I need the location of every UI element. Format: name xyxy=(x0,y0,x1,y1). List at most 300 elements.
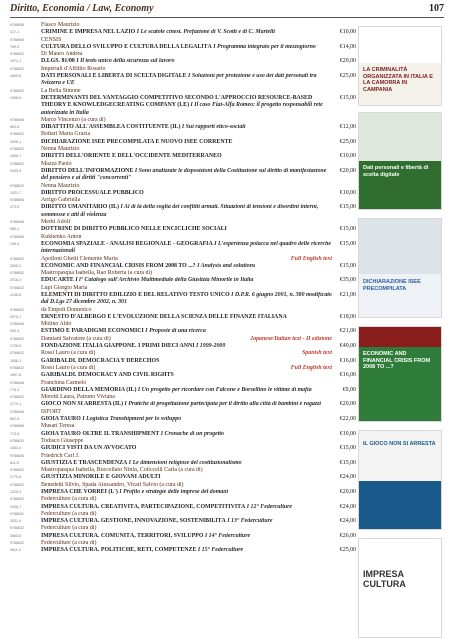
catalog-entry xyxy=(10,22,356,29)
catalog-entry xyxy=(10,380,356,387)
entry-line xyxy=(10,489,356,496)
price: €9,00 xyxy=(342,386,356,393)
price: €15,00 xyxy=(339,94,356,101)
cover-text: DICHIARAZIONE ISEE PRECOMPILATA xyxy=(363,279,421,292)
catalog-entry xyxy=(10,343,356,350)
entry-line xyxy=(10,533,356,540)
entry-line xyxy=(10,336,356,343)
isbn-code: 789-9 xyxy=(10,44,20,49)
isbn-code: 9788832 xyxy=(10,351,24,356)
catalog-list xyxy=(10,22,356,555)
author: Apolloni Ghetti Clemente Maria xyxy=(41,255,118,262)
isbn-code: 9788832 xyxy=(10,132,24,137)
entry-line xyxy=(10,314,356,321)
isbn-code: 059-3 xyxy=(10,329,20,334)
catalog-entry xyxy=(10,66,356,73)
book-title[interactable]: GIARDINO DELLA MEMORIA (IL) xyxy=(41,386,137,393)
isbn-code: 9788856 xyxy=(10,424,24,429)
price: €26,00 xyxy=(339,532,356,539)
catalog-entry xyxy=(10,285,356,292)
catalog-entry xyxy=(10,496,356,503)
book-subtitle: I Al di là della soglia dei conflitti armati. Situazioni di tensioni e disordini interni, sommosse e atti di violenza xyxy=(41,204,319,218)
language-note: Full English text xyxy=(290,364,332,371)
isbn-code: 9788832 xyxy=(10,285,24,290)
price: €14,00 xyxy=(339,43,356,50)
book-subtitle: I 13° Federculture xyxy=(225,518,273,525)
entry-line xyxy=(10,401,356,408)
isbn-code: 1658-7 xyxy=(10,154,22,159)
price: €10,00 xyxy=(339,430,356,437)
entry-line xyxy=(10,73,356,88)
isbn-code: 9788856 xyxy=(10,23,24,27)
price: €24,00 xyxy=(339,518,356,525)
catalog-entry xyxy=(10,307,356,314)
catalog-entry xyxy=(10,124,356,131)
cover-gioco[interactable] xyxy=(358,430,442,530)
author: Federculture (a cura di) xyxy=(41,496,97,503)
entry-line xyxy=(10,438,356,445)
entry-line xyxy=(10,131,356,138)
entry-line xyxy=(10,168,356,183)
book-title[interactable]: DIRITTO DELL'INFORMAZIONE xyxy=(41,167,134,174)
entry-line xyxy=(10,161,356,168)
isbn-code: 892-6 xyxy=(10,417,20,422)
entry-line xyxy=(10,460,356,467)
author: Federculture (a cura di) xyxy=(41,510,97,517)
isbn-code: 1571-1 xyxy=(10,59,22,64)
catalog-entry xyxy=(10,131,356,138)
entry-line xyxy=(10,380,356,387)
cover-text: IL GIOCO NON SI ARRESTA xyxy=(363,441,436,447)
price: €10,00 xyxy=(339,153,356,160)
isbn-code: 108-0 xyxy=(10,241,20,246)
catalog-entry xyxy=(10,482,356,489)
entry-line xyxy=(10,117,356,124)
catalog-entry xyxy=(10,204,356,219)
catalog-entry xyxy=(10,547,356,554)
isbn-code: 9788832 xyxy=(10,438,24,443)
price: €15,00 xyxy=(339,240,356,247)
book-title[interactable]: GARIBALDI. DEMOCRACIA Y DERECHOS xyxy=(41,357,160,364)
author: Rossi Lauro (a cura di) xyxy=(41,350,96,357)
entry-line xyxy=(10,511,356,518)
catalog-entry xyxy=(10,168,356,183)
author: Todisco Giuseppe xyxy=(41,437,84,444)
price: €15,00 xyxy=(339,459,356,466)
book-subtitle: I 1999-2009 xyxy=(194,343,226,350)
price: €20,00 xyxy=(339,401,356,408)
book-title[interactable]: IMPRESA CULTURA. CREATIVITÀ, PARTECIPAZIONE, COMPETITIVITÀ xyxy=(41,503,246,510)
author: Benedetti Silvio, Spada Alessandro, Vicari Salvio (a cura di) xyxy=(41,481,184,488)
entry-line xyxy=(10,124,356,131)
catalog-entry xyxy=(10,336,356,343)
price: €15,00 xyxy=(339,204,356,211)
isbn-code: 9788832 xyxy=(10,307,24,312)
book-subtitle: I 14° Federculture xyxy=(203,532,251,539)
author: La Bella Simone xyxy=(41,87,81,94)
price: €15,00 xyxy=(339,445,356,452)
isbn-code: 9788846 xyxy=(10,220,24,225)
price: €16,00 xyxy=(339,357,356,364)
entry-line xyxy=(10,358,356,365)
book-title[interactable]: ERNESTO D'ALBERGO E L'EVOLUZIONE DELLA SCIENZA DELLE FINANZE ITALIANA xyxy=(41,313,287,320)
entry-line xyxy=(10,234,356,241)
isbn-code: 811-5 xyxy=(10,460,19,465)
isbn-code: 9788832 xyxy=(10,482,24,487)
book-title[interactable]: DIRITTO UMANITARIO (IL) xyxy=(41,204,120,211)
entry-line xyxy=(10,474,356,481)
book-title[interactable]: CRIMINE E IMPRESA NEL LAZIO xyxy=(41,29,136,36)
entry-line xyxy=(10,226,356,233)
isbn-code: 773-8 xyxy=(10,431,20,436)
book-subtitle: I Le scatole cinesi. Prefazione di V. Scotti e di C. Martelli xyxy=(135,29,276,36)
catalog-entry xyxy=(10,504,356,511)
entry-line xyxy=(10,44,356,51)
isbn-code: 9788832 xyxy=(10,147,24,152)
catalog-entry xyxy=(10,416,356,423)
catalog-entry xyxy=(10,394,356,401)
isbn-code: 9788832 xyxy=(10,183,24,188)
author: Lupi Giorgio Maria xyxy=(41,284,88,291)
catalog-entry xyxy=(10,37,356,44)
isbn-code: 9788832 xyxy=(10,336,24,341)
book-title[interactable]: ESTIMO E PARADIGMI ECONOMICI xyxy=(41,328,144,335)
entry-line xyxy=(10,37,356,44)
author: Franchina Carmelo xyxy=(41,379,87,386)
isbn-code: 0375-7 xyxy=(10,314,22,319)
price: €20,00 xyxy=(339,58,356,65)
author: Moretti Laura, Patruno Viviana xyxy=(41,394,115,401)
isbn-code: 9788832 xyxy=(10,271,24,276)
entry-line xyxy=(10,146,356,153)
book-subtitle: I Il testo unico della sicurezza sul lavoro xyxy=(74,58,175,65)
entry-line xyxy=(10,365,356,372)
entry-line xyxy=(10,394,356,401)
isbn-code: 3811-2 xyxy=(10,548,21,553)
book-title[interactable]: GIUSTIZIA MINORILE E GIOVANI ADULTI xyxy=(41,474,161,481)
entry-line xyxy=(10,95,356,117)
catalog-entry xyxy=(10,190,356,197)
isbn-code: 9788832 xyxy=(10,52,24,57)
entry-line xyxy=(10,445,356,452)
book-subtitle: I D.P.R. 6 giugno 2001, n. 380 modificato dal D.Lgs 27 dicembre 2002, n. 301 xyxy=(41,291,332,306)
price: €22,00 xyxy=(339,416,356,423)
author: Federculture (a cura di) xyxy=(41,525,97,532)
book-title[interactable]: GIOIA TAURO OLTRE IL TRANSHIPMENT xyxy=(41,430,160,437)
book-title[interactable]: DIRITTI DELL'ORIENTE E DELL'OCCIDENTE MEDITERRANEO xyxy=(41,153,222,160)
isbn-code: 9788846 xyxy=(10,117,24,122)
entry-line xyxy=(10,58,356,65)
price: €40,00 xyxy=(339,343,356,350)
author: da Empoli Domenico xyxy=(41,306,92,313)
entry-line xyxy=(10,270,356,277)
cover-text: Dati personali e libertà di scelta digitale xyxy=(363,165,429,178)
entry-line xyxy=(10,409,356,416)
entry-line xyxy=(10,504,356,511)
author: Damiani Salvatore (a cura di) xyxy=(41,335,111,342)
price: €21,00 xyxy=(339,328,356,335)
entry-line xyxy=(10,139,356,146)
author: ISFORT xyxy=(41,408,61,415)
book-subtitle: I l° Catalogo sull'Archivio Multimediale della Giustizia Minorile in Italia xyxy=(73,277,254,284)
isbn-code: 3308-7 xyxy=(10,504,22,509)
isbn-code: 3008-1 xyxy=(10,139,22,144)
book-subtitle: I Il caso Fiat-Alfa Romeo: il progetto responsabili rete autorizzata in Italia xyxy=(41,102,323,116)
isbn-code: 1225-3 xyxy=(10,490,22,494)
book-title[interactable]: DETERMINANTI DEL VANTAGGIO COMPETITIVO SECONDO L'APPROCCIO RESOURCE-BASED THEORY E KNOWLEDGECREATING COMPANY (LE) xyxy=(41,94,313,109)
entry-line xyxy=(10,153,356,160)
author: Fiasco Maurizio xyxy=(41,22,80,28)
entry-line xyxy=(10,453,356,460)
catalog-entry xyxy=(10,51,356,58)
catalog-entry xyxy=(10,423,356,430)
entry-line xyxy=(10,88,356,95)
catalog-entry xyxy=(10,29,356,36)
entry-line xyxy=(10,343,356,350)
catalog-entry xyxy=(10,58,356,65)
price: €15,00 xyxy=(339,262,356,269)
isbn-code: 373-0 xyxy=(10,205,20,210)
catalog-entry xyxy=(10,460,356,467)
book-title[interactable]: DIBATTITO ALL'ASSEMBLEA COSTITUENTE (IL) xyxy=(41,124,181,131)
isbn-code: 9788832 xyxy=(10,88,24,93)
isbn-code: 4669-8 xyxy=(10,74,22,79)
catalog-entry xyxy=(10,387,356,394)
catalog-entry xyxy=(10,117,356,124)
header-divider xyxy=(10,17,444,18)
book-title[interactable]: DATI PERSONALI E LIBERTÀ DI SCELTA DIGITALE xyxy=(41,73,187,80)
entry-line xyxy=(10,51,356,58)
book-title[interactable]: ELEMENTI DI DIRITTO EDILIZIO E DEL RELATIVO TESTO UNICO xyxy=(41,291,230,298)
catalog-entry xyxy=(10,146,356,153)
catalog-entry xyxy=(10,445,356,452)
entry-line xyxy=(10,518,356,525)
book-title[interactable]: D.LGS. 81/08 xyxy=(41,58,75,65)
isbn-code: 863-6 xyxy=(10,125,20,130)
book-subtitle: I 15° Federculture xyxy=(196,547,244,554)
cover-criminalita[interactable] xyxy=(358,26,442,106)
entry-line xyxy=(10,496,356,503)
isbn-code: 9788856 xyxy=(10,198,24,203)
catalog-entry xyxy=(10,525,356,532)
book-subtitle: I Un progetto per ricordare con Falcone e Borsellino le vittime di mafia xyxy=(136,386,312,393)
isbn-code: 9788832 xyxy=(10,161,24,166)
catalog-entry xyxy=(10,431,356,438)
book-title[interactable]: FONDAZIONE ITALIA GIAPPONE. I PRIMI DIECI ANNI xyxy=(41,343,195,350)
book-title[interactable]: IMPRESA CHE VORREI (L') xyxy=(41,489,118,495)
book-title[interactable]: GIUSTIZIA E TRASCENDENZA xyxy=(41,459,128,466)
price: €24,00 xyxy=(339,474,356,481)
isbn-code: 2179-1 xyxy=(10,402,22,407)
entry-line xyxy=(10,197,356,204)
book-subtitle: I Logistica Transhipment per lo sviluppo xyxy=(80,416,182,423)
catalog-entry xyxy=(10,350,356,357)
entry-line xyxy=(10,416,356,423)
isbn-code: 2018-3 xyxy=(10,278,22,283)
book-title[interactable]: GIOCO NON SI ARRESTA (IL) xyxy=(41,401,124,408)
catalog-entry xyxy=(10,540,356,547)
language-note: Japanese/Italian text - II edizione xyxy=(250,335,332,342)
isbn-code: 9788846 xyxy=(10,380,24,385)
entry-line xyxy=(10,219,356,226)
entry-line xyxy=(10,525,356,532)
entry-line xyxy=(10,321,356,328)
book-title[interactable]: IMPRESA CULTURA. COMUNITÀ, TERRITORI, SVILUPPO xyxy=(41,532,204,539)
book-subtitle: I Proposte di una ricerca xyxy=(143,328,206,335)
author: Di Mauro Andrea xyxy=(41,51,83,58)
isbn-code: 3531-9 xyxy=(10,519,22,524)
catalog-entry xyxy=(10,453,356,460)
isbn-code: 9788832 xyxy=(10,256,24,261)
cover-impresa-cultura[interactable] xyxy=(358,538,442,638)
isbn-code: 1248-8 xyxy=(10,292,22,297)
book-subtitle: I Sui rapporti etico-sociali xyxy=(180,124,246,131)
isbn-code: 9788846 xyxy=(10,322,24,327)
page-header xyxy=(10,3,444,17)
price: €21,00 xyxy=(339,291,356,298)
isbn-code: 9788832 xyxy=(10,66,24,71)
book-title[interactable]: IMPRESA CULTURA. GESTIONE, INNOVAZIONE, SOSTENIBILITÀ xyxy=(41,518,226,525)
book-title[interactable]: GIOIA TAURO xyxy=(41,416,81,423)
isbn-code: 1656-1 xyxy=(10,358,22,363)
entry-line xyxy=(10,482,356,489)
book-title[interactable]: DIRITTO PROCESSUALE PUBBLICO xyxy=(41,189,144,196)
isbn-code: 985-1 xyxy=(10,227,20,232)
book-title[interactable]: IMPRESA CULTURA. POLITICHE, RETI, COMPETENZE xyxy=(41,547,197,554)
price: €20,00 xyxy=(339,489,356,495)
entry-line xyxy=(10,372,356,379)
author: Arrigo Gabriella xyxy=(41,197,81,204)
entry-line xyxy=(10,190,356,197)
book-subtitle: I 12° Federculture xyxy=(245,503,293,510)
cover-isee[interactable] xyxy=(358,218,442,318)
book-title[interactable]: DOTTRINE DI DIRITTO PUBBLICO NELLE ENCICLICHE SOCIALI xyxy=(41,226,227,233)
catalog-entry xyxy=(10,44,356,51)
entry-line xyxy=(10,350,356,357)
catalog-entry xyxy=(10,358,356,365)
isbn-code: 1021-7 xyxy=(10,190,22,195)
entry-line xyxy=(10,292,356,307)
entry-line xyxy=(10,256,356,263)
entry-line xyxy=(10,387,356,394)
isbn-code: 9788832 xyxy=(10,541,24,546)
catalog-entry xyxy=(10,438,356,445)
price: €35,00 xyxy=(339,277,356,284)
language-note: Spanish text xyxy=(302,350,332,357)
price: €10,00 xyxy=(339,29,356,36)
price: €15,00 xyxy=(339,226,356,233)
author: Merkl Adolf xyxy=(41,219,71,226)
catalog-entry xyxy=(10,226,356,233)
author: Musari Teresa xyxy=(41,423,75,430)
book-subtitle: I Analysis and solutions xyxy=(195,262,256,269)
isbn-code: 1958-6 xyxy=(10,95,22,100)
isbn-code: 2779-6 xyxy=(10,475,22,480)
isbn-code: 0495-9 xyxy=(10,168,22,173)
entry-line xyxy=(10,423,356,430)
entry-line xyxy=(10,29,356,36)
cover-economic-crisis[interactable] xyxy=(358,326,442,422)
entry-line xyxy=(10,22,356,29)
isbn-code: 1543-4 xyxy=(10,446,22,451)
book-subtitle: I Programma integrato per il mezzogiorno xyxy=(211,43,316,50)
entry-line xyxy=(10,204,356,219)
language-note: Full English text xyxy=(290,255,332,262)
catalog-entry xyxy=(10,518,356,525)
book-subtitle: I Pratiche di progettazione partecipata per il diritto alla città di bambini e ragazzi xyxy=(123,401,322,408)
author: Nenna Maurizio xyxy=(41,182,80,189)
catalog-entry xyxy=(10,219,356,226)
catalog-entry xyxy=(10,197,356,204)
author: Imperiali d'Afflitto Rosario xyxy=(41,65,106,72)
book-title[interactable]: ECONOMIA SPAZIALE - ANALISI REGIONALE - GEOGRAFIA xyxy=(41,240,213,247)
author: Marco Vincenzo (a cura di) xyxy=(41,116,106,123)
book-subtitle: I Profilo e strategie delle imprese del domani xyxy=(117,489,229,495)
price: €18,00 xyxy=(339,313,356,320)
catalog-entry xyxy=(10,263,356,270)
catalog-entry xyxy=(10,474,356,481)
author: CENSIS xyxy=(41,36,62,43)
catalog-entry xyxy=(10,533,356,540)
catalog-entry xyxy=(10,511,356,518)
catalog-entry xyxy=(10,234,356,241)
cover-dati-personali[interactable] xyxy=(358,112,442,210)
isbn-code: 9788832 xyxy=(10,365,24,370)
entry-line xyxy=(10,285,356,292)
book-title[interactable]: EDUCARTE xyxy=(41,277,74,284)
isbn-code: 1728-5 xyxy=(10,344,22,349)
entry-line xyxy=(10,277,356,284)
book-title[interactable]: GARIBALDI. DEMOCRACY AND CIVIL RIGHTS xyxy=(41,372,174,379)
catalog-entry xyxy=(10,372,356,379)
catalog-entry xyxy=(10,153,356,160)
entry-line xyxy=(10,183,356,190)
price: €16,00 xyxy=(339,372,356,379)
catalog-entry xyxy=(10,409,356,416)
book-title[interactable]: CULTURA DELLO SVILUPPO E CULTURA DELLA LEGALITÀ xyxy=(41,43,212,50)
book-title[interactable]: DICHIARAZIONE ISEE PRECOMPILATA E NUOVO ISEE CORRENTE xyxy=(41,138,233,145)
book-title[interactable]: GIUDICI VISTI DA UN AVVOCATO xyxy=(41,445,137,452)
catalog-entry xyxy=(10,256,356,263)
author: Kukhenko Anton xyxy=(41,233,82,240)
author: Nenna Maurizio xyxy=(41,146,80,153)
isbn-code: 1657-8 xyxy=(10,373,22,378)
isbn-code: 9788832 xyxy=(10,395,24,400)
catalog-entry xyxy=(10,277,356,284)
book-subtitle: I Le dimensioni religiose del costituzionalismo xyxy=(127,459,242,466)
catalog-entry xyxy=(10,161,356,168)
entry-line xyxy=(10,328,356,335)
book-title[interactable]: ECONOMIC AND FINANCIAL CRISIS FROM 2008 TO ...? xyxy=(41,262,196,269)
isbn-code: 9788846 xyxy=(10,409,24,414)
catalog-entry xyxy=(10,139,356,146)
author: Rossi Lauro (a cura di) xyxy=(41,364,96,371)
isbn-code: 3005-2 xyxy=(10,263,22,268)
cover-text: IMPRESA CULTURA xyxy=(363,569,406,589)
entry-line xyxy=(10,547,356,554)
isbn-code: 9788846 xyxy=(10,37,24,42)
catalog-entry xyxy=(10,183,356,190)
book-subtitle: I Cronache di un progetto xyxy=(159,430,224,437)
author: Mazzà Paolo xyxy=(41,160,72,167)
price: €25,00 xyxy=(339,138,356,145)
catalog-entry xyxy=(10,365,356,372)
author: Friedrich Carl J. xyxy=(41,452,80,459)
book-subtitle: I Soluzioni per protezione e uso dei dati personali tra Svizzera e UE xyxy=(41,73,317,87)
cover-text: ECONOMIC AND FINANCIAL CRISIS FROM 2008 TO ...? xyxy=(363,351,431,370)
isbn-code: 9788832 xyxy=(10,468,24,473)
isbn-code: 9788832 xyxy=(10,511,24,516)
